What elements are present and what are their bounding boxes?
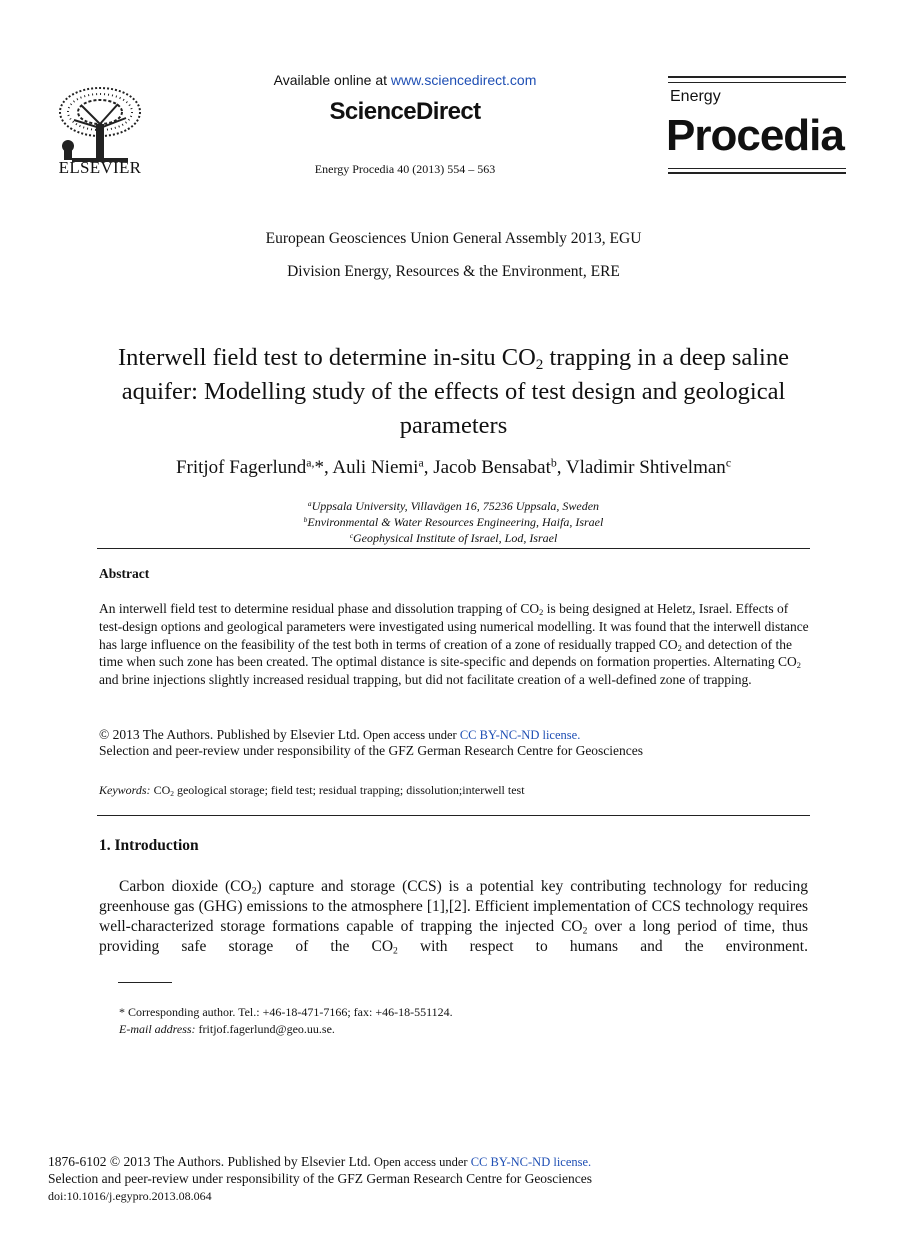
conference-line-1: European Geosciences Union General Assembly 2013, EGU <box>265 230 642 247</box>
peer-review-notice: Selection and peer-review under responsibility of the GFZ German Research Centre for Geosciences <box>99 743 644 758</box>
corresponding-author-note: * Corresponding author. Tel.: +46-18-471-7166; fax: +46-18-551124. <box>119 1005 453 1019</box>
keywords: Keywords: $CO_2$ geological storage; field test; residual trapping; dissolution;interwell test <box>99 783 525 798</box>
section-divider <box>97 815 810 816</box>
section-divider <box>97 548 810 549</box>
journal-logo-rule <box>668 82 846 83</box>
affiliation: $^c$Geophysical Institute of Israel, Lod, Israel <box>349 530 558 545</box>
abstract-text: An interwell field test to determine residual phase and dissolution trapping of $CO_2$ is being designed at Heletz, Israel. Effects of test-design options and geological parameters were investigated using numerical modelling. It was found that the interwell distance has large influence on the feasibility of the test both in terms of creation of a zone of residually trapped $CO_2$ and detection of the time when such zone has been created. The optimal distance is site-specific and depends on formation properties. Alternating $CO_2$ and brine injections slightly increased residual trapping, but did not facilitate creation of a well-defined zone of trapping. <box>99 601 809 688</box>
copyright-notice: © 2013 The Authors. Published by Elsevier Ltd. Open access under CC BY-NC-ND license. <box>99 727 581 742</box>
abstract-heading: Abstract <box>99 566 150 581</box>
author: Auli Niemi <box>332 457 419 478</box>
journal-logo-procedia: Procedia <box>666 111 844 160</box>
author: Vladimir Shtivelman <box>565 457 726 478</box>
introduction-heading: 1. Introduction <box>99 837 199 854</box>
footer-doi: doi:10.1016/j.egypro.2013.08.064 <box>48 1189 212 1203</box>
footnote-rule <box>118 982 172 983</box>
journal-logo-rule <box>668 76 846 78</box>
conference-line-2: Division Energy, Resources & the Environment, ERE <box>287 263 620 280</box>
paper-title: Interwell field test to determine in-situ $CO_2$ trapping in a deep saline aquifer: Modelling study of the effects of test design and geological parameters <box>118 344 789 439</box>
author-list: Fritjof Fagerlund$^{a,}$*, Auli Niemi$^a$, Jacob Bensabat$^b$, Vladimir Shtivelman$^c$ <box>175 456 732 478</box>
footer-peer-review: Selection and peer-review under responsibility of the GFZ German Research Centre for Geosciences <box>48 1171 593 1186</box>
sciencedirect-link[interactable]: www.sciencedirect.com <box>390 72 537 88</box>
footer-copyright: 1876-6102 © 2013 The Authors. Published by Elsevier Ltd. Open access under CC BY-NC-ND license. <box>48 1154 592 1169</box>
introduction-paragraph: Carbon dioxide $(CO_2)$ capture and storage (CCS) is a potential key contributing technology for reducing greenhouse gas (GHG) emissions to the atmosphere [1],[2]. Efficient implementation of CCS technology requires well-characterized storage formations capable of trapping the injected $CO_2$ over a long period of time, thus providing safe storage of the $CO_2$ with respect to humans and the environment. <box>99 878 809 957</box>
publisher-name: ELSEVIER <box>58 158 142 177</box>
author: Fritjof Fagerlund <box>175 457 307 478</box>
footer-license-link[interactable]: CC BY-NC-ND license. <box>470 1155 592 1169</box>
sciencedirect-logo: ScienceDirect <box>329 98 481 125</box>
journal-logo-rule <box>668 168 846 169</box>
author: Jacob Bensabat <box>433 457 551 478</box>
license-link[interactable]: CC BY-NC-ND license. <box>459 728 581 742</box>
affiliation: $^a$Uppsala University, Villavägen 16, 75236 Uppsala, Sweden <box>307 498 600 513</box>
journal-logo-rule <box>668 172 846 174</box>
journal-reference: Energy Procedia 40 (2013) 554 – 563 <box>314 162 496 176</box>
affiliation: $^b$Environmental & Water Resources Engineering, Haifa, Israel <box>303 514 604 529</box>
journal-logo-energy: Energy <box>670 88 721 105</box>
available-online: Available online at www.sciencedirect.com <box>273 72 537 88</box>
email-note: E-mail address: fritjof.fagerlund@geo.uu.se. <box>119 1022 335 1036</box>
